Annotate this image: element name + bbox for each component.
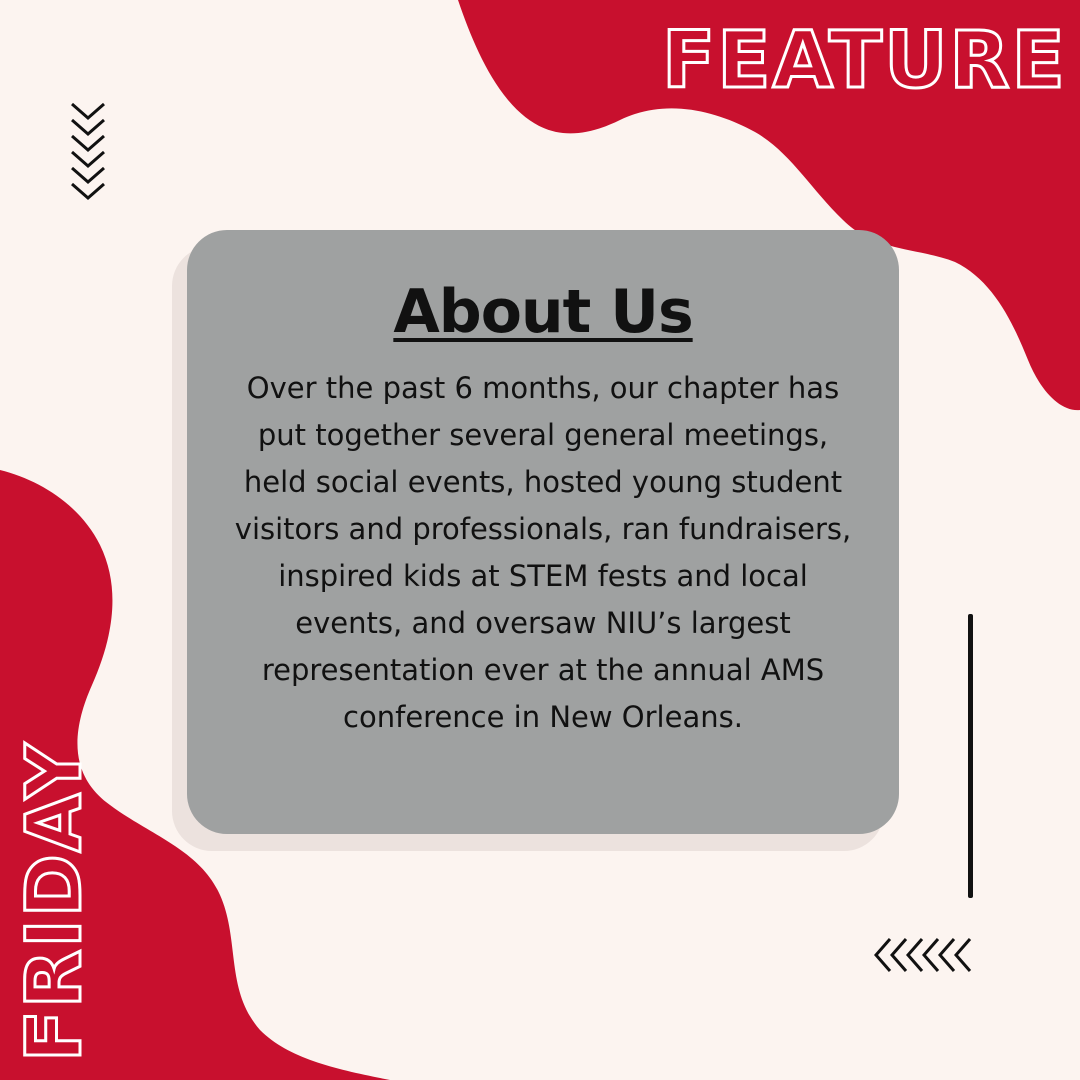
friday-heading-wrap <box>9 722 98 1062</box>
chevron-down-stack-icon <box>70 100 106 204</box>
chevron-left-stack-icon <box>872 937 972 973</box>
vertical-divider <box>968 614 973 898</box>
about-us-card <box>187 230 899 834</box>
card-body-text: Over the past 6 months, our chapter has put together several general meetings, held social events, hosted young student visitors and professionals, ran fundraisers, inspired kids at STEM fests and local events, and oversaw NIU’s largest representation ever at the annual AMS conference in New Orleans. <box>234 371 852 734</box>
feature-heading: FEATURE <box>662 16 1067 106</box>
card-title: About Us <box>393 277 693 347</box>
friday-heading: FRIDAY <box>9 741 98 1062</box>
